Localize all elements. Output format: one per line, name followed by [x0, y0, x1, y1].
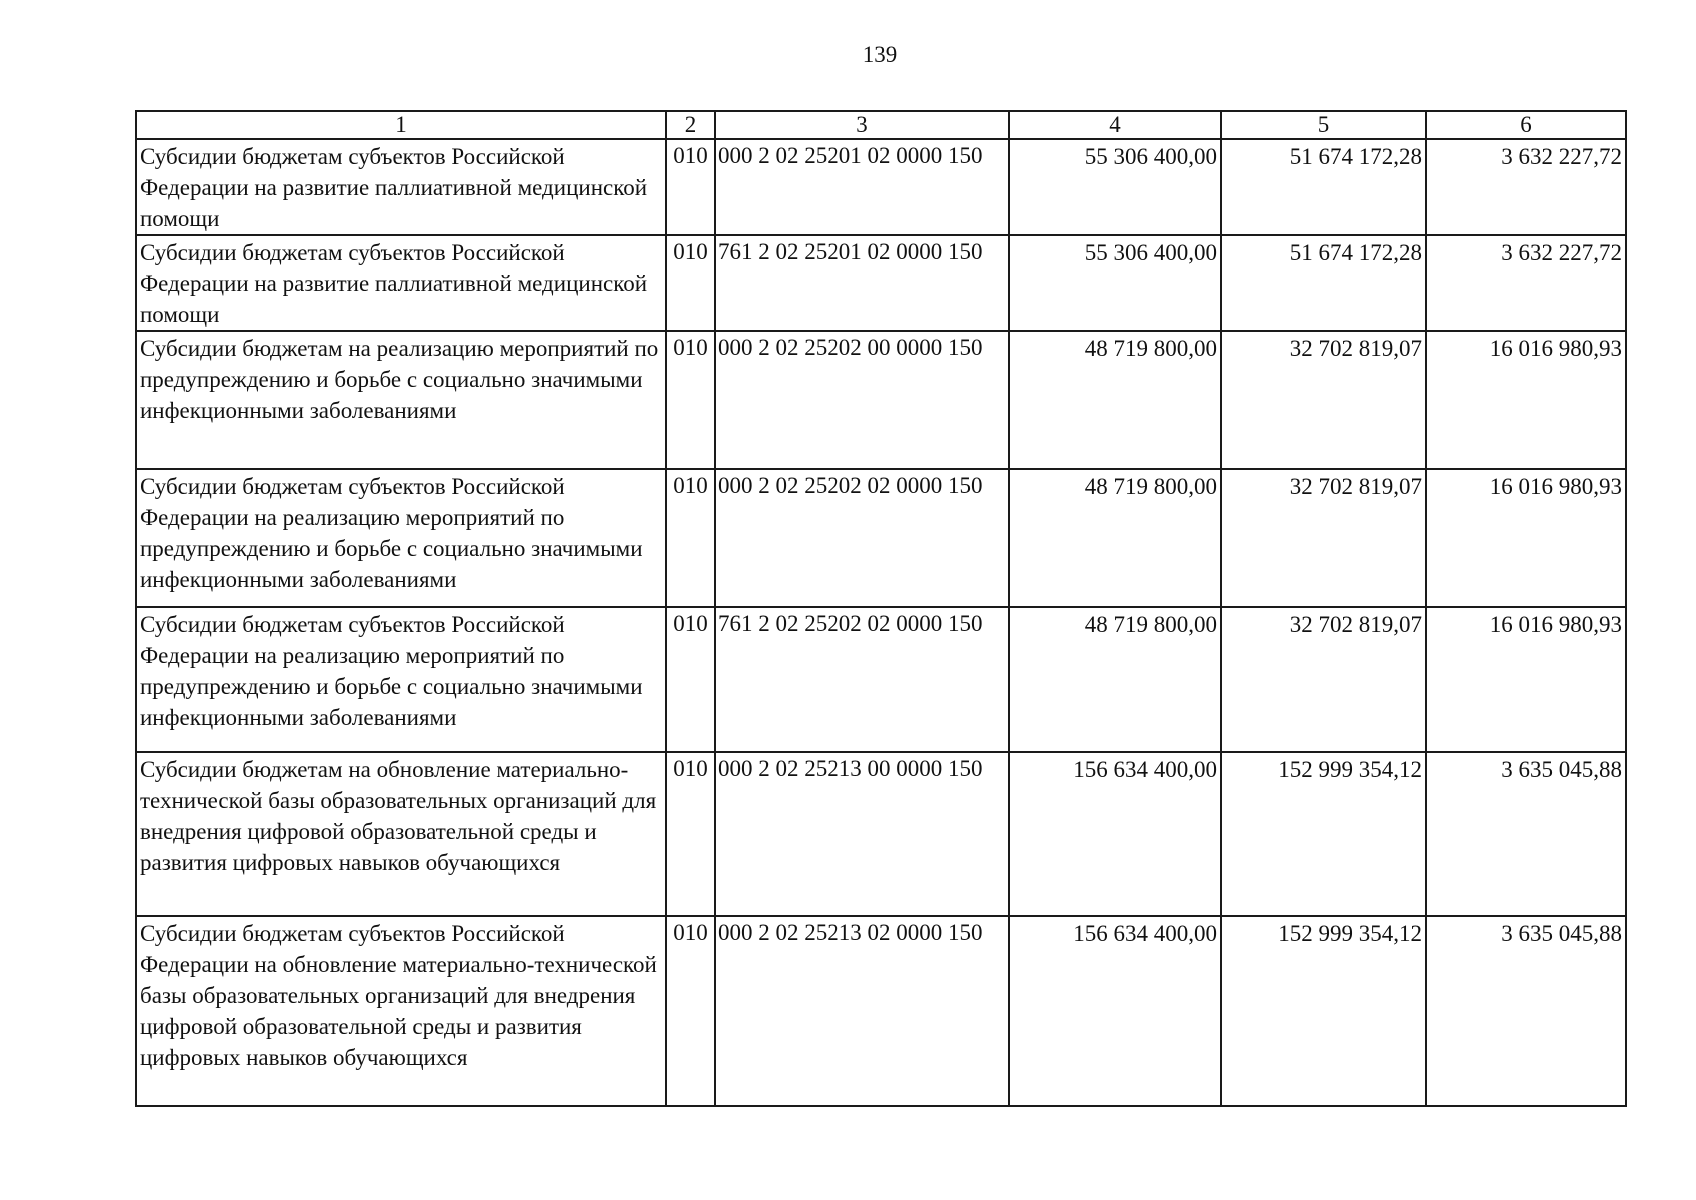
column-header-2: 2 [666, 111, 715, 139]
column-header-5: 5 [1221, 111, 1426, 139]
row-budget-code: 000 2 02 25202 00 0000 150 [715, 331, 1009, 469]
row-approved: 48 719 800,00 [1009, 469, 1221, 607]
row-approved: 156 634 400,00 [1009, 916, 1221, 1106]
table-row [136, 469, 1626, 607]
row-executed: 152 999 354,12 [1221, 752, 1426, 916]
table-row [136, 752, 1626, 916]
row-budget-code: 761 2 02 25202 02 0000 150 [715, 607, 1009, 752]
row-not-executed: 16 016 980,93 [1426, 607, 1626, 752]
row-executed: 51 674 172,28 [1221, 139, 1426, 235]
row-executed: 51 674 172,28 [1221, 235, 1426, 331]
row-approved: 48 719 800,00 [1009, 607, 1221, 752]
column-header-4: 4 [1009, 111, 1221, 139]
table-row [136, 139, 1626, 235]
page-number: 139 [862, 42, 898, 67]
row-not-executed: 16 016 980,93 [1426, 331, 1626, 469]
row-budget-code: 000 2 02 25201 02 0000 150 [715, 139, 1009, 235]
row-name: Субсидии бюджетам субъектов Российской Федерации на развитие паллиативной медицинской помощи [136, 235, 666, 331]
row-budget-code: 000 2 02 25213 00 0000 150 [715, 752, 1009, 916]
row-admin-code: 010 [666, 235, 715, 331]
row-admin-code: 010 [666, 752, 715, 916]
row-approved: 48 719 800,00 [1009, 331, 1221, 469]
row-admin-code: 010 [666, 916, 715, 1106]
row-name: Субсидии бюджетам на обновление материально-технической базы образовательных организаций для внедрения цифровой образовательной среды и развития цифровых навыков обучающихся [136, 752, 666, 916]
row-executed: 32 702 819,07 [1221, 607, 1426, 752]
budget-table [135, 110, 1627, 1107]
row-budget-code: 761 2 02 25201 02 0000 150 [715, 235, 1009, 331]
row-executed: 32 702 819,07 [1221, 331, 1426, 469]
row-approved: 55 306 400,00 [1009, 235, 1221, 331]
row-name: Субсидии бюджетам субъектов Российской Федерации на реализацию мероприятий по предупреждению и борьбе с социально значимыми инфекционными заболеваниями [136, 607, 666, 752]
table-row [136, 916, 1626, 1106]
column-header-3: 3 [715, 111, 1009, 139]
row-not-executed: 3 635 045,88 [1426, 752, 1626, 916]
row-approved: 55 306 400,00 [1009, 139, 1221, 235]
row-name: Субсидии бюджетам на реализацию мероприятий по предупреждению и борьбе с социально значимыми инфекционными заболеваниями [136, 331, 666, 469]
table-row [136, 607, 1626, 752]
row-budget-code: 000 2 02 25213 02 0000 150 [715, 916, 1009, 1106]
row-not-executed: 3 632 227,72 [1426, 235, 1626, 331]
row-name: Субсидии бюджетам субъектов Российской Федерации на развитие паллиативной медицинской помощи [136, 139, 666, 235]
row-name: Субсидии бюджетам субъектов Российской Федерации на обновление материально-технической базы образовательных организаций для внедрения цифровой образовательной среды и развития цифровых навыков обучающихся [136, 916, 666, 1106]
table-row [136, 331, 1626, 469]
row-executed: 32 702 819,07 [1221, 469, 1426, 607]
row-approved: 156 634 400,00 [1009, 752, 1221, 916]
row-not-executed: 3 632 227,72 [1426, 139, 1626, 235]
row-admin-code: 010 [666, 607, 715, 752]
row-executed: 152 999 354,12 [1221, 916, 1426, 1106]
column-header-1: 1 [136, 111, 666, 139]
row-admin-code: 010 [666, 469, 715, 607]
table-row [136, 235, 1626, 331]
row-not-executed: 3 635 045,88 [1426, 916, 1626, 1106]
row-admin-code: 010 [666, 331, 715, 469]
row-not-executed: 16 016 980,93 [1426, 469, 1626, 607]
row-budget-code: 000 2 02 25202 02 0000 150 [715, 469, 1009, 607]
row-name: Субсидии бюджетам субъектов Российской Федерации на реализацию мероприятий по предупреждению и борьбе с социально значимыми инфекционными заболеваниями [136, 469, 666, 607]
table-header-row [136, 111, 1626, 139]
row-admin-code: 010 [666, 139, 715, 235]
column-header-6: 6 [1426, 111, 1626, 139]
